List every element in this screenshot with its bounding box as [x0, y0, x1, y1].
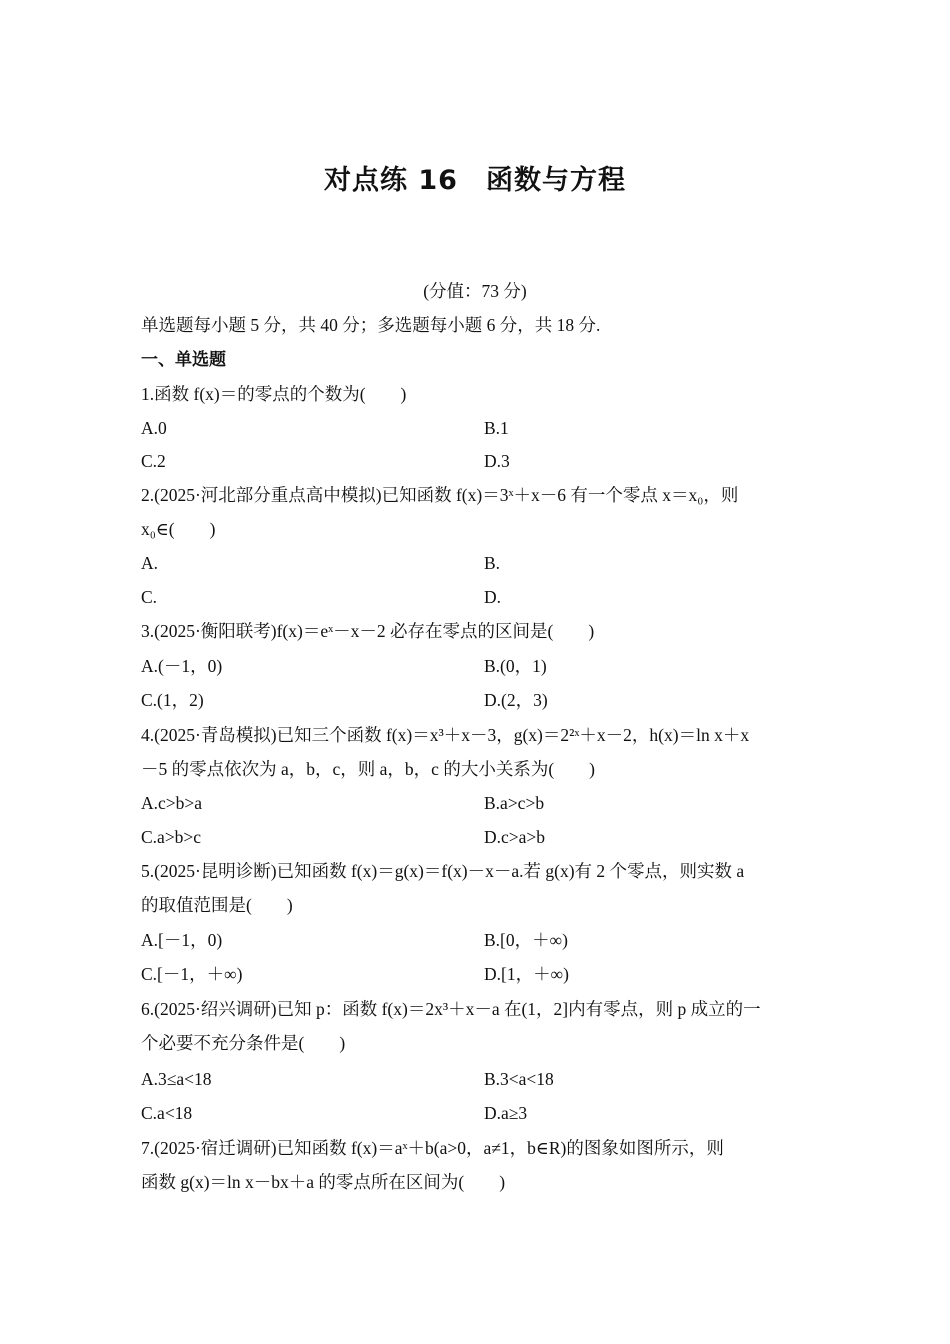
- question-5-option-d: D.[1，＋∞): [484, 964, 569, 984]
- page-title: 对点练 16 函数与方程: [324, 165, 626, 196]
- question-1-option-c: C.2: [141, 451, 166, 471]
- question-6-option-a: A.3≤a<18: [141, 1069, 212, 1089]
- question-2-option-d: D.: [484, 587, 502, 607]
- question-2-stem-line-1: 2.(2025·河北部分重点高中模拟)已知函数 f(x)＝3ˣ＋x－6 有一个零点 x＝x₀，则: [141, 485, 739, 505]
- question-5-stem-line-1: 5.(2025·昆明诊断)已知函数 f(x)＝g(x)＝f(x)－x－a.若 g(x)有 2 个零点，则实数 a: [141, 861, 745, 881]
- question-5-option-c: C.[－1，＋∞): [141, 964, 243, 984]
- score-line: (分值：73 分): [423, 281, 527, 301]
- question-3-option-d: D.(2，3): [484, 690, 548, 710]
- question-3-option-b: B.(0，1): [484, 656, 547, 676]
- question-2-option-c: C.: [141, 587, 158, 607]
- question-5-option-a: A.[－1，0): [141, 930, 223, 950]
- question-7-stem-line-1: 7.(2025·宿迁调研)已知函数 f(x)＝aˣ＋b(a>0，a≠1，b∈R)的图象如图所示，则: [141, 1138, 724, 1158]
- question-6-stem-line-1: 6.(2025·绍兴调研)已知 p：函数 f(x)＝2x³＋x－a 在(1，2]内有零点，则 p 成立的一: [141, 999, 761, 1019]
- question-2-option-a: A.: [141, 553, 159, 573]
- question-4-stem-line-1: 4.(2025·青岛模拟)已知三个函数 f(x)＝x³＋x－3，g(x)＝2²ˣ＋x－2，h(x)＝ln x＋x: [141, 725, 750, 745]
- question-1-option-a: A.0: [141, 418, 167, 438]
- question-3-option-c: C.(1，2): [141, 690, 204, 710]
- question-5-option-b: B.[0，＋∞): [484, 930, 568, 950]
- question-6-option-c: C.a<18: [141, 1103, 193, 1123]
- question-6-option-b: B.3<a<18: [484, 1069, 554, 1089]
- section-heading: 一、单选题: [141, 350, 226, 370]
- question-2-option-b: B.: [484, 553, 501, 573]
- question-1-option-b: B.1: [484, 418, 509, 438]
- question-6-option-d: D.a≥3: [484, 1103, 528, 1123]
- question-4-option-c: C.a>b>c: [141, 827, 202, 847]
- question-4-option-d: D.c>a>b: [484, 827, 546, 847]
- question-4-option-a: A.c>b>a: [141, 793, 203, 813]
- question-2-stem-line-2: x₀∈( ): [141, 519, 216, 539]
- question-1-stem: 1.函数 f(x)＝的零点的个数为( ): [141, 384, 407, 404]
- question-3-option-a: A.(－1，0): [141, 656, 223, 676]
- question-4-stem-line-2: －5 的零点依次为 a，b，c，则 a，b，c 的大小关系为( ): [141, 759, 595, 779]
- question-6-stem-line-2: 个必要不充分条件是( ): [141, 1033, 346, 1053]
- question-5-stem-line-2: 的取值范围是( ): [141, 895, 293, 915]
- instructions-line: 单选题每小题 5 分，共 40 分；多选题每小题 6 分，共 18 分.: [141, 315, 601, 335]
- question-1-option-d: D.3: [484, 451, 510, 471]
- question-3-stem: 3.(2025·衡阳联考)f(x)＝eˣ－x－2 必存在零点的区间是( ): [141, 621, 595, 641]
- question-4-option-b: B.a>c>b: [484, 793, 545, 813]
- question-7-stem-line-2: 函数 g(x)＝ln x－bx＋a 的零点所在区间为( ): [141, 1172, 506, 1192]
